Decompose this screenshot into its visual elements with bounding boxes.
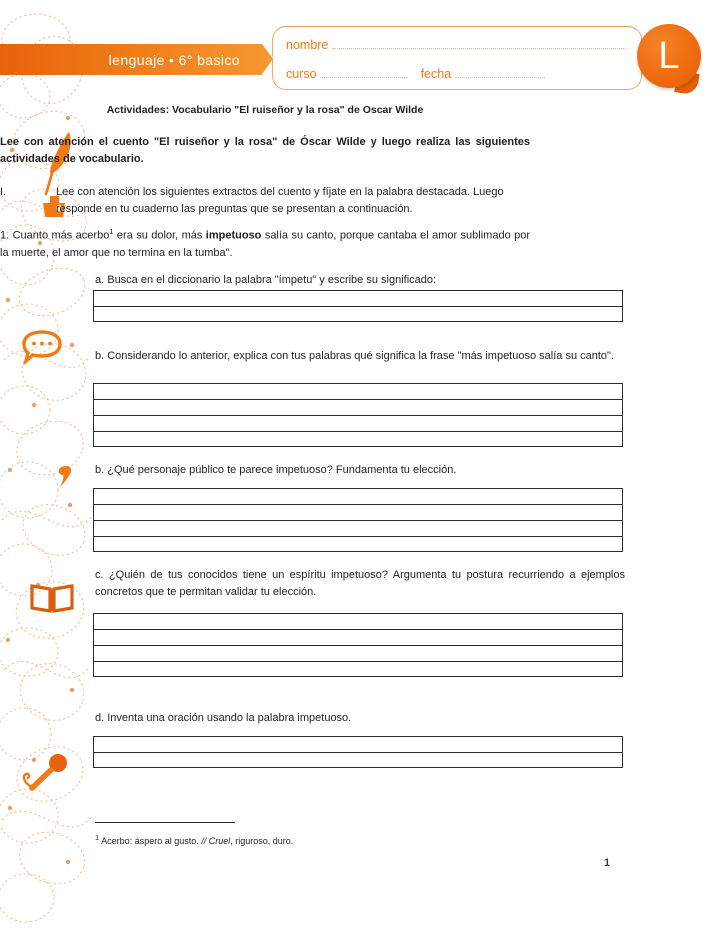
answer-line[interactable]: [94, 737, 622, 753]
page-number: 1: [604, 857, 611, 869]
footnote-rule: [95, 822, 235, 823]
answer-line[interactable]: [94, 307, 622, 323]
question-b1-text: b. Considerando lo anterior, explica con tus palabras qué significa la frase "más impetuoso salía su canto".: [95, 350, 614, 362]
answer-line[interactable]: [94, 400, 622, 416]
speech-bubble-icon: [20, 330, 64, 366]
question-c-text: c. ¿Quién de tus conocidos tiene un espíritu impetuoso? Argumenta tu postura recurriendo a ejemplos concretos que te permitan validar tu elección.: [95, 569, 625, 599]
answer-line[interactable]: [94, 384, 622, 400]
answer-line[interactable]: [94, 537, 622, 553]
nombre-field[interactable]: [286, 38, 626, 52]
open-book-icon: [28, 580, 76, 616]
footnote-text-2: , riguroso, duro.: [230, 836, 294, 846]
student-info-box: [272, 26, 642, 90]
answer-line[interactable]: [94, 291, 622, 307]
quote-number: 1.: [0, 229, 10, 242]
answer-line[interactable]: [94, 662, 622, 678]
subject-banner-label: lenguaje • 6° basico: [108, 51, 240, 68]
answer-line[interactable]: [94, 521, 622, 537]
answer-line[interactable]: [94, 416, 622, 432]
footnote: [95, 833, 293, 846]
question-b2-text: b. ¿Qué personaje público te parece impetuoso? Fundamenta tu elección.: [95, 464, 457, 476]
activity-title: Actividades: Vocabulario "El ruiseñor y la rosa" de Oscar Wilde: [106, 104, 424, 116]
answer-line[interactable]: [94, 630, 622, 646]
answer-line[interactable]: [94, 432, 622, 448]
curso-fecha-fields[interactable]: [286, 67, 586, 81]
subject-badge: [637, 24, 701, 88]
subject-badge-letter: L: [658, 35, 680, 77]
answer-line[interactable]: [94, 753, 622, 769]
answer-box-a[interactable]: [93, 290, 623, 322]
quote-part-3: salía su canto, porque cantaba el amor sublimado por la muerte, el amor que no termina en la tumba".: [0, 229, 530, 259]
footnote-text-italic: // Cruel: [201, 836, 231, 846]
footnote-marker-ref: 1: [109, 227, 114, 236]
answer-line[interactable]: [94, 505, 622, 521]
answer-line[interactable]: [94, 646, 622, 662]
answer-line[interactable]: [94, 489, 622, 505]
comma-icon: [55, 464, 73, 490]
answer-box-b1[interactable]: [93, 383, 623, 447]
quote-paragraph: [0, 226, 530, 262]
roman-numeral: I.: [0, 186, 7, 198]
fecha-input-line[interactable]: [455, 76, 545, 78]
intro-paragraph: Lee con atención el cuento "El ruiseñor y la rosa" de Óscar Wilde y luego realiza las siguientes actividades de vocabulario.: [0, 136, 530, 166]
curso-label: curso: [286, 67, 317, 81]
instruction-block: [0, 184, 530, 218]
curso-input-line[interactable]: [321, 76, 407, 78]
answer-box-b2[interactable]: [93, 488, 623, 552]
instruction-text: Lee con atención los siguientes extractos del cuento y fíjate en la palabra destacada. Luego responde en tu cuaderno las preguntas que se presentan a continuación.: [56, 186, 504, 216]
question-a-text: a. Busca en el diccionario la palabra "ímpetu" y escribe su significado:: [95, 274, 437, 286]
subject-banner: [0, 44, 262, 75]
highlighted-word: impetuoso: [205, 229, 262, 242]
answer-box-c[interactable]: [93, 613, 623, 677]
nombre-input-line[interactable]: [332, 47, 626, 49]
student-info-divider: [272, 57, 642, 58]
nombre-label: nombre: [286, 38, 329, 52]
footnote-text-1: Acerbo: áspero al gusto.: [99, 836, 202, 846]
fecha-label: fecha: [420, 67, 452, 81]
question-d-text: d. Inventa una oración usando la palabra impetuoso.: [95, 712, 352, 724]
footnote-marker: 1: [95, 833, 100, 842]
answer-box-d[interactable]: [93, 736, 623, 768]
answer-line[interactable]: [94, 614, 622, 630]
quote-part-1: Cuanto más acerbo: [12, 229, 110, 242]
quote-part-2: era su dolor, más: [113, 229, 206, 242]
microphone-icon: [18, 752, 74, 794]
